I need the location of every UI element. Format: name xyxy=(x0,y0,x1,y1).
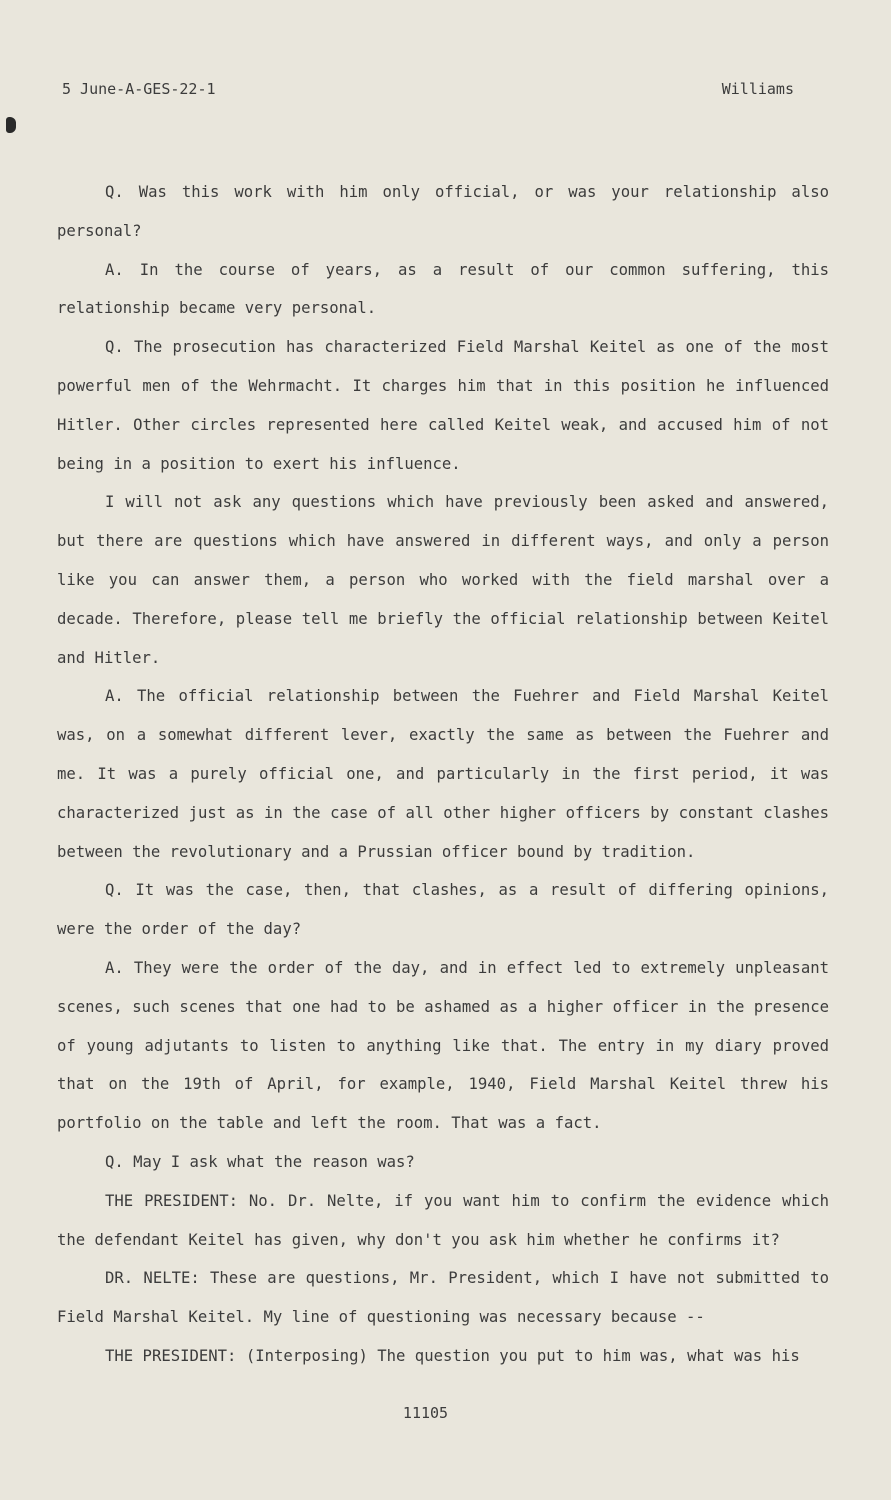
reporter-name: Williams xyxy=(721,80,794,98)
paragraph-question: Q. Was this work with him only official, or was your relationship also personal? xyxy=(57,183,829,240)
paragraph-question: Q. May I ask what the reason was? xyxy=(105,1152,415,1171)
paragraph-president: THE PRESIDENT: (Interposing) The question you put to him was, what was his xyxy=(105,1346,800,1365)
page-number: 11105 xyxy=(402,1404,449,1422)
paragraph-counsel: DR. NELTE: These are questions, Mr. President, which I have not submitted to Field Marshal Keitel. My line of questioning was necessary because -- xyxy=(57,1269,829,1327)
paragraph-question-continued: I will not ask any questions which have previously been asked and answered, but there are questions which have answered in different ways, and only a person like you can answer them, a person who worked with the field marshal over a decade. Therefore, please tell me briefly the official relationship between Keitel and Hitler. xyxy=(57,493,829,667)
paragraph-question: Q. The prosecution has characterized Field Marshal Keitel as one of the most powerful men of the Wehrmacht. It charges him that in this position he influenced Hitler. Other circles represented here called Keitel weak, and accused him of not being in a position to exert his influence. xyxy=(57,338,829,473)
binder-hole-mark xyxy=(6,117,16,133)
document-reference: 5 June-A-GES-22-1 xyxy=(62,80,216,98)
paragraph-president: THE PRESIDENT: No. Dr. Nelte, if you want him to confirm the evidence which the defendant Keitel has given, why don't you ask him whether he confirms it? xyxy=(57,1191,829,1249)
paragraph-question: Q. It was the case, then, that clashes, as a result of differing opinions, were the order of the day? xyxy=(57,881,829,939)
paragraph-answer: A. The official relationship between the Fuehrer and Field Marshal Keitel was, on a somewhat different lever, exactly the same as between the Fuehrer and me. It was a purely official one, and particularly in the first period, it was characterized just as in the case of all other higher officers by constant clashes between the revolutionary and a Prussian officer bound by tradition. xyxy=(57,687,829,861)
paragraph-answer: A. They were the order of the day, and in effect led to extremely unpleasant scenes, such scenes that one had to be ashamed as a higher officer in the presence of young adjutants to listen to anything like that. The entry in my diary proved that on the 19th of April, for example, 1940, Field Marshal Keitel threw his portfolio on the table and left the room. That was a fact. xyxy=(57,958,829,1133)
paragraph-answer: A. In the course of years, as a result of our common suffering, this relationship became very personal. xyxy=(57,260,829,318)
transcript-body xyxy=(57,173,829,1376)
